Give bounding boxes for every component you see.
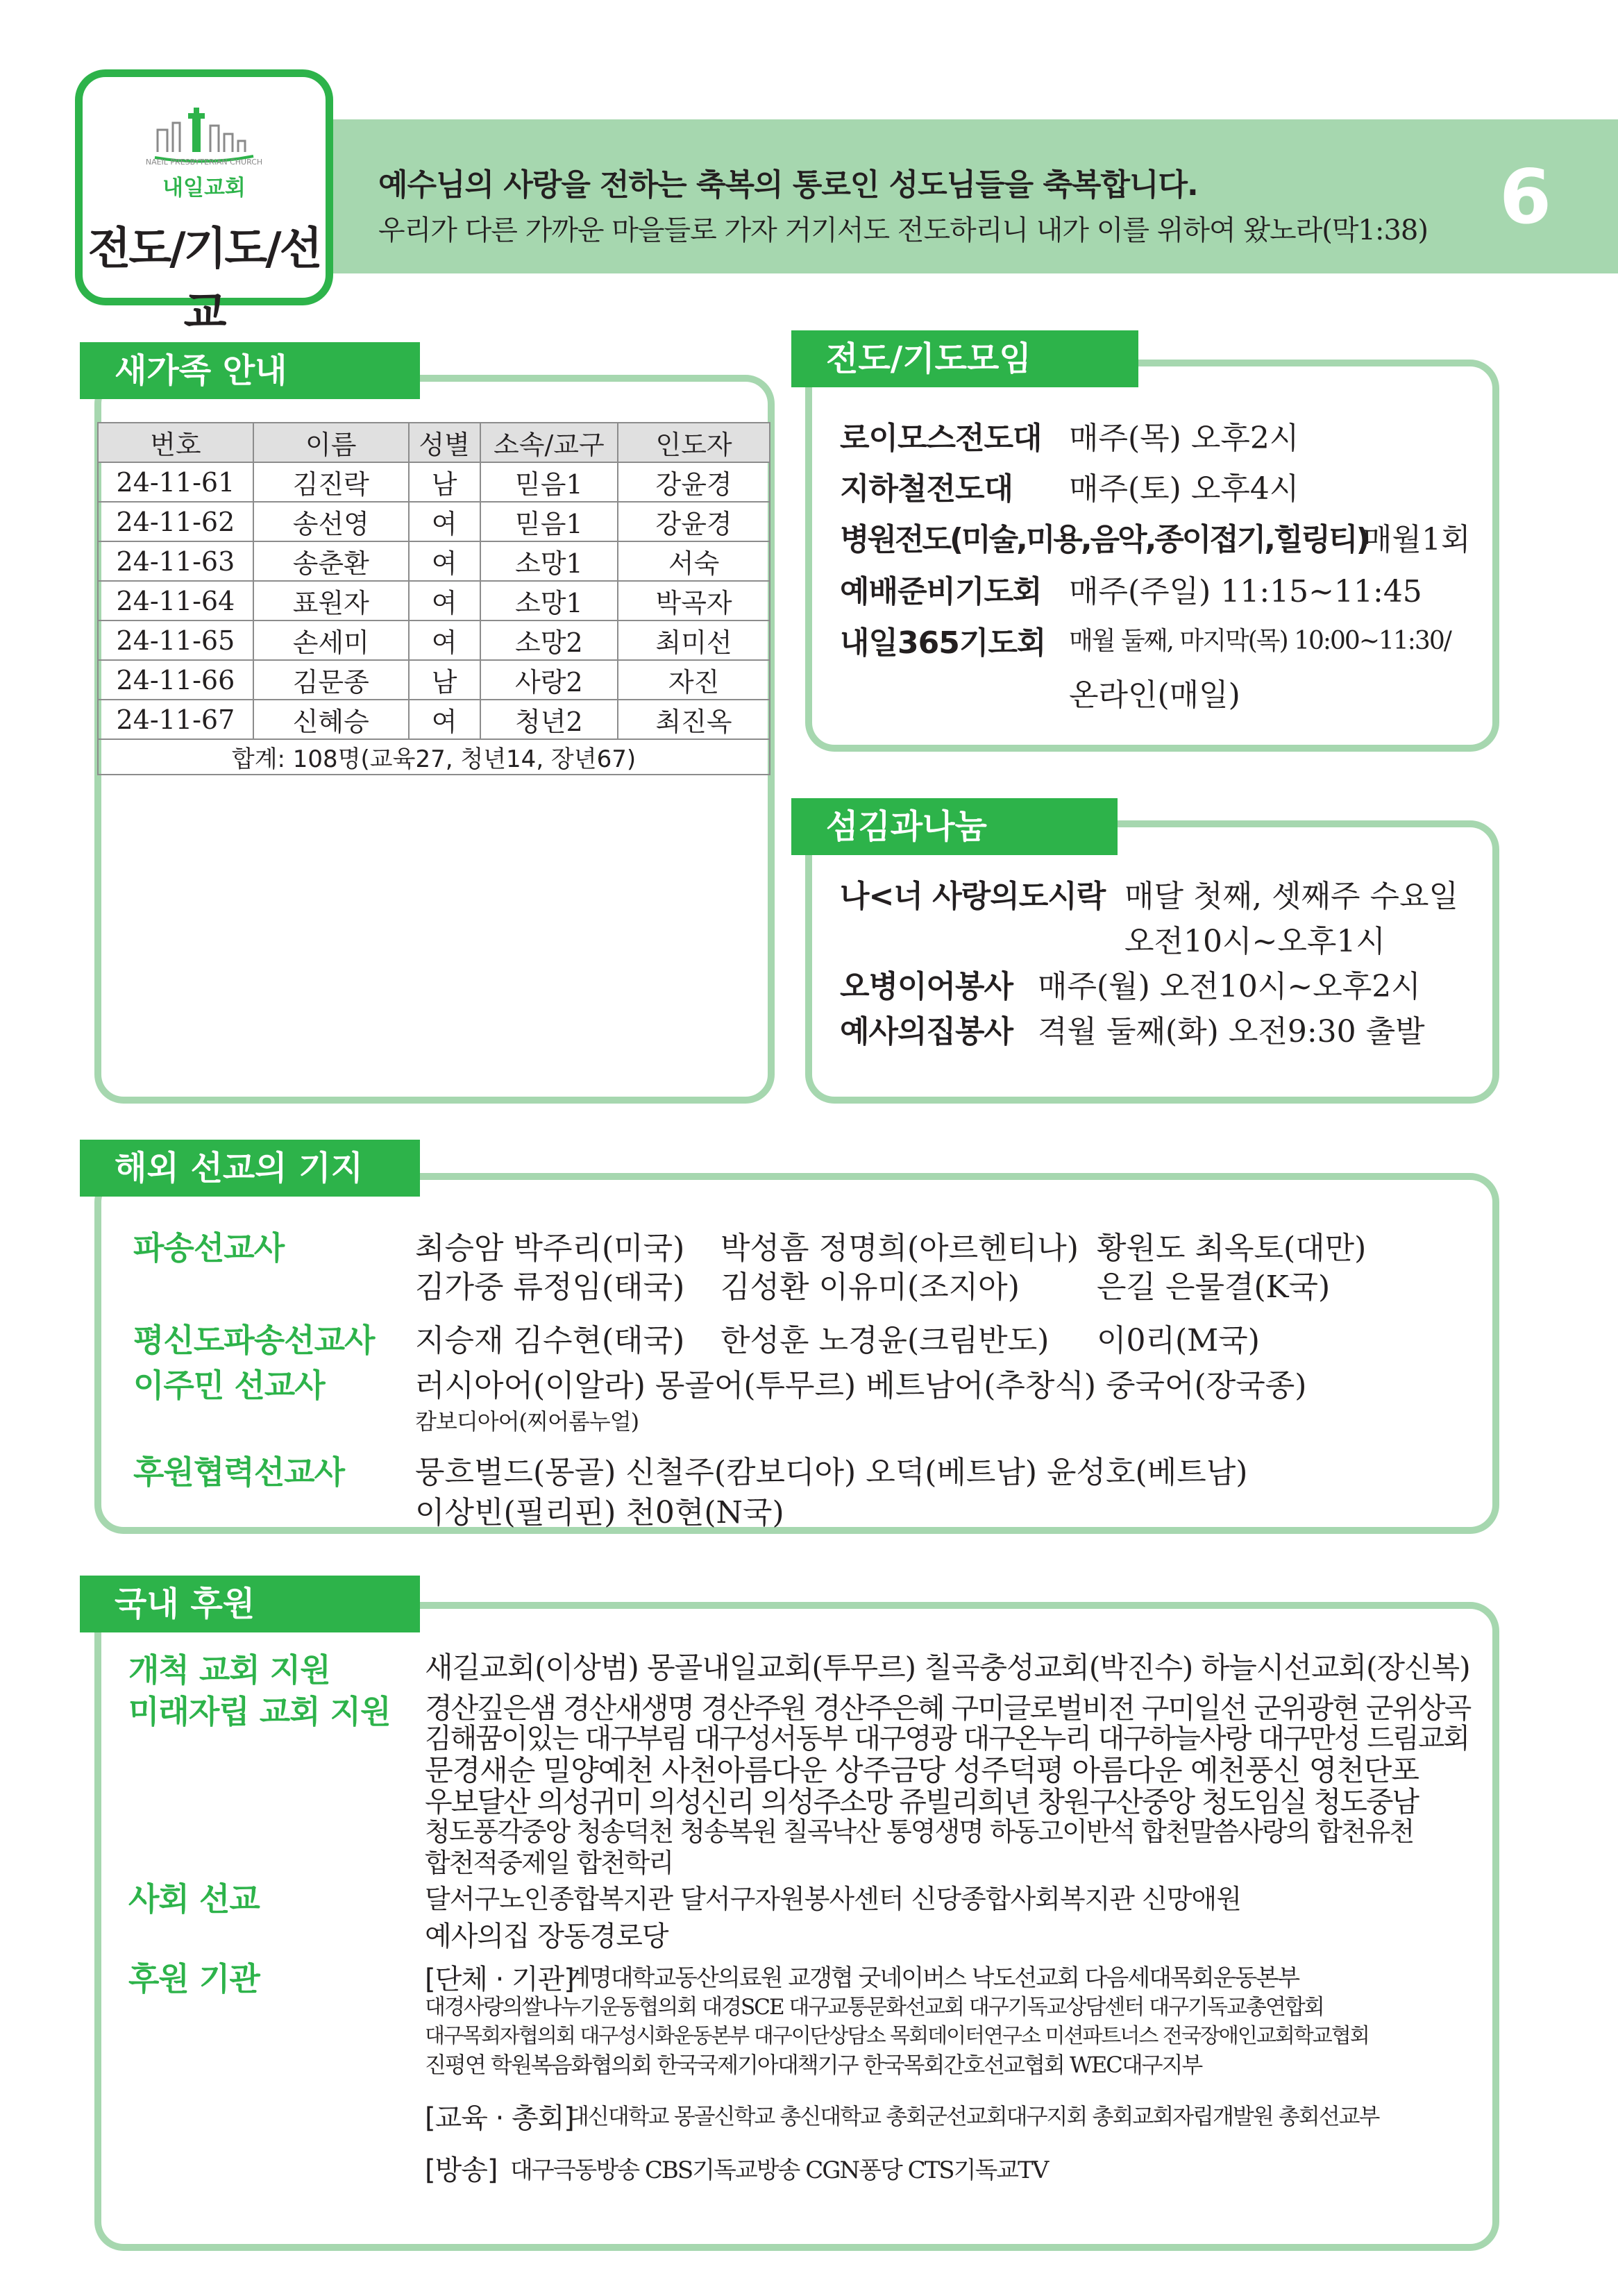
table-cell: 소망1: [480, 581, 618, 621]
service-value: 격월 둘째(화) 오전9:30 출발: [1038, 1014, 1425, 1049]
support-missionary-label: 후원협력선교사: [133, 1453, 345, 1491]
column-header: 인도자: [618, 423, 770, 462]
table-cell: 김진락: [253, 462, 409, 502]
table-cell: 사랑2: [480, 660, 618, 700]
table-cell: 최미선: [618, 621, 770, 660]
church-list-line: 김해꿈이있는 대구부림 대구성서동부 대구영광 대구온누리 대구하늘사랑 대구만성 드림교회: [425, 1723, 1469, 1755]
missionary-entry: 황원도 최옥토(대만): [1097, 1231, 1367, 1266]
missionary-entry: 러시아어(이알라) 몽골어(투무르) 베트남어(추창식) 중국어(장국종): [415, 1368, 1307, 1403]
social-mission-label: 사회 선교: [128, 1880, 260, 1918]
table-row: [98, 660, 770, 700]
table-total-row: [98, 739, 770, 775]
missionary-entry: 뭉흐벌드(몽골) 신철주(캄보디아) 오덕(베트남) 윤성호(베트남): [415, 1455, 1248, 1490]
missionary-entry: 최승암 박주리(미국): [415, 1231, 685, 1266]
overseas-title: 해외 선교의 기지: [80, 1140, 420, 1197]
logo-small-text: NAEIL PRESBYTERIAN CHURCH: [145, 158, 263, 167]
lay-missionary-label: 평신도파송선교사: [133, 1322, 375, 1359]
table-cell: 남: [409, 660, 480, 700]
church-list-line: 우보달산 의성귀미 의성신리 의성주소망 쥬빌리희년 창원구산중앙 청도임실 청도중남: [425, 1785, 1419, 1818]
header-verse: 우리가 다른 가까운 마을들로 가자 거기서도 전도하리니 내가 이를 위하여 왔노라(막1:38): [378, 214, 1428, 246]
service-label: 오병이어봉사: [840, 969, 1013, 1004]
table-cell: 신혜승: [253, 700, 409, 739]
table-cell: 소망2: [480, 621, 618, 660]
service-title: 섬김과나눔: [791, 798, 1118, 855]
column-header: 이름: [253, 423, 409, 462]
missionary-entry: 지승재 김수현(태국): [415, 1323, 685, 1358]
church-list-line: 합천적중제일 합천학리: [425, 1848, 673, 1878]
table-cell: 송춘환: [253, 541, 409, 581]
table-cell: 강윤경: [618, 502, 770, 541]
missionary-entry: 박성흠 정명희(아르헨티나): [720, 1231, 1079, 1266]
social-mission-list: 예사의집 장동경로당: [425, 1921, 668, 1952]
table-row: [98, 462, 770, 502]
table-cell: 자진: [618, 660, 770, 700]
table-cell: 여: [409, 541, 480, 581]
evangelism-label: 병원전도(미술,미용,음악,종이접기,힐링티): [840, 522, 1368, 557]
header-headline: 예수님의 사랑을 전하는 축복의 통로인 성도님들을 축복합니다.: [378, 167, 1198, 203]
table-cell: 여: [409, 621, 480, 660]
service-value: 매달 첫째, 셋째주 수요일: [1124, 879, 1458, 914]
missionary-entry: 한성훈 노경윤(크림반도): [720, 1323, 1050, 1358]
church-list-line: 경산깊은샘 경산새생명 경산주원 경산주은혜 구미글로벌비전 구미일선 군위광현 군위상곡: [425, 1691, 1471, 1725]
table-row: [98, 502, 770, 541]
service-label: 예사의집봉사: [840, 1014, 1013, 1049]
agency-list-line: 대경사랑의쌀나누기운동협의회 대경SCE 대구교통문화선교회 대구기독교상담센터 대구기독교총연합회: [425, 1995, 1324, 2020]
table-cell: 여: [409, 700, 480, 739]
church-list-line: 문경새순 밀양예천 사천아름다운 상주금당 성주덕평 아름다운 예천풍신 영천단포: [425, 1753, 1419, 1787]
table-cell: 24-11-67: [98, 700, 253, 739]
pioneer-church-label: 개척 교회 지원: [128, 1651, 330, 1689]
table-header-row: [98, 423, 770, 462]
table-row: [98, 541, 770, 581]
evangelism-title: 전도/기도모임: [791, 330, 1138, 387]
table-cell: 표원자: [253, 581, 409, 621]
table-cell: 청년2: [480, 700, 618, 739]
service-label: 나<너 사랑의도시락: [840, 879, 1106, 914]
logo-church-name: 내일교회: [162, 176, 246, 201]
table-cell: 남: [409, 462, 480, 502]
section-logo-box: [75, 69, 333, 339]
church-list-line: 청도풍각중앙 청송덕천 청송복원 칠곡낙산 통영생명 하동고이반석 합천말씀사랑의 합천유천: [425, 1816, 1414, 1847]
church-logo-icon: [152, 102, 256, 164]
table-cell: 최진옥: [618, 700, 770, 739]
missionary-entry: 캄보디아어(찌어롬누얼): [415, 1408, 639, 1435]
pioneer-churches: 새길교회(이상범) 몽골내일교회(투무르) 칠곡충성교회(박진수) 하늘시선교회(장신복): [425, 1651, 1470, 1685]
self-support-church-label: 미래자립 교회 지원: [128, 1693, 391, 1730]
table-row: [98, 621, 770, 660]
missionary-entry: 은길 은물결(K국): [1097, 1269, 1331, 1305]
evangelism-value: 온라인(매일): [1069, 677, 1240, 713]
evangelism-label: 지하철전도대: [840, 471, 1013, 507]
agency-list-line: 대구목회자협의회 대구성시화운동본부 대구이단상담소 목회데이터연구소 미션파트너스 전국장애인교회학교협회: [425, 2024, 1369, 2048]
table-cell: 24-11-62: [98, 502, 253, 541]
evangelism-value: 매월1회: [1363, 522, 1471, 557]
agency-list-line: 대신대학교 몽골신학교 총신대학교 총회군선교회대구지회 총회교회자립개발원 총회선교부: [568, 2103, 1379, 2129]
table-row: [98, 700, 770, 739]
agency-category: [교육 · 총회]: [425, 2102, 574, 2134]
missionary-entry: 이상빈(필리핀) 천0현(N국): [415, 1495, 784, 1530]
table-cell: 여: [409, 581, 480, 621]
missionary-entry: 김성환 이유미(조지아): [720, 1269, 1020, 1305]
table-total: 합계: 108명(교육27, 청년14, 장년67): [98, 739, 770, 775]
service-value: 매주(월) 오전10시~오후2시: [1038, 969, 1421, 1004]
agency-category: [단체 · 기관]: [425, 1964, 574, 1995]
social-mission-list: 달서구노인종합복지관 달서구자원봉사센터 신당종합사회복지관 신망애원: [425, 1884, 1241, 1914]
agency-category: [방송]: [425, 2154, 498, 2186]
table-cell: 박곡자: [618, 581, 770, 621]
table-cell: 믿음1: [480, 462, 618, 502]
evangelism-value: 매주(주일) 11:15~11:45: [1069, 574, 1422, 609]
agency-list-line: 진평연 학원복음화협의회 한국국제기아대책기구 한국목회간호선교협회 WEC대구지부: [425, 2052, 1202, 2078]
table-cell: 강윤경: [618, 462, 770, 502]
evangelism-label: 예배준비기도회: [840, 574, 1042, 609]
table-cell: 손세미: [253, 621, 409, 660]
new-family-table: [97, 422, 770, 775]
table-cell: 24-11-65: [98, 621, 253, 660]
table-cell: 서숙: [618, 541, 770, 581]
service-value: 오전10시~오후1시: [1124, 924, 1385, 959]
page-number: 6: [1499, 154, 1552, 241]
table-cell: 24-11-61: [98, 462, 253, 502]
evangelism-label: 로이모스전도대: [840, 421, 1042, 456]
evangelism-label: 내일365기도회: [840, 625, 1046, 661]
table-cell: 김문종: [253, 660, 409, 700]
table-cell: 소망1: [480, 541, 618, 581]
domestic-title: 국내 후원: [80, 1576, 420, 1632]
table-cell: 송선영: [253, 502, 409, 541]
table-cell: 24-11-64: [98, 581, 253, 621]
evangelism-value: 매월 둘째, 마지막(목) 10:00~11:30/: [1069, 627, 1451, 655]
missionary-entry: 이0리(M국): [1097, 1323, 1260, 1358]
table-row: [98, 581, 770, 621]
column-header: 번호: [98, 423, 253, 462]
table-cell: 여: [409, 502, 480, 541]
missionary-entry: 김가중 류정임(태국): [415, 1269, 685, 1305]
table-cell: 24-11-63: [98, 541, 253, 581]
table-cell: 24-11-66: [98, 660, 253, 700]
evangelism-value: 매주(목) 오후2시: [1069, 421, 1299, 456]
new-family-title: 새가족 안내: [80, 342, 420, 399]
evangelism-value: 매주(토) 오후4시: [1069, 471, 1299, 507]
page-title: 전도/기도/선교: [87, 223, 321, 339]
migrant-missionary-label: 이주민 선교사: [133, 1367, 325, 1404]
support-agency-label: 후원 기관: [128, 1960, 260, 1998]
table-cell: 믿음1: [480, 502, 618, 541]
column-header: 성별: [409, 423, 480, 462]
agency-list-line: 계명대학교동산의료원 교갱협 굿네이버스 낙도선교회 다음세대목회운동본부: [568, 1964, 1299, 1992]
agency-list-line: 대구극동방송 CBS기독교방송 CGN퐁당 CTS기독교TV: [510, 2156, 1048, 2184]
sent-missionary-label: 파송선교사: [133, 1229, 285, 1267]
column-header: 소속/교구: [480, 423, 618, 462]
